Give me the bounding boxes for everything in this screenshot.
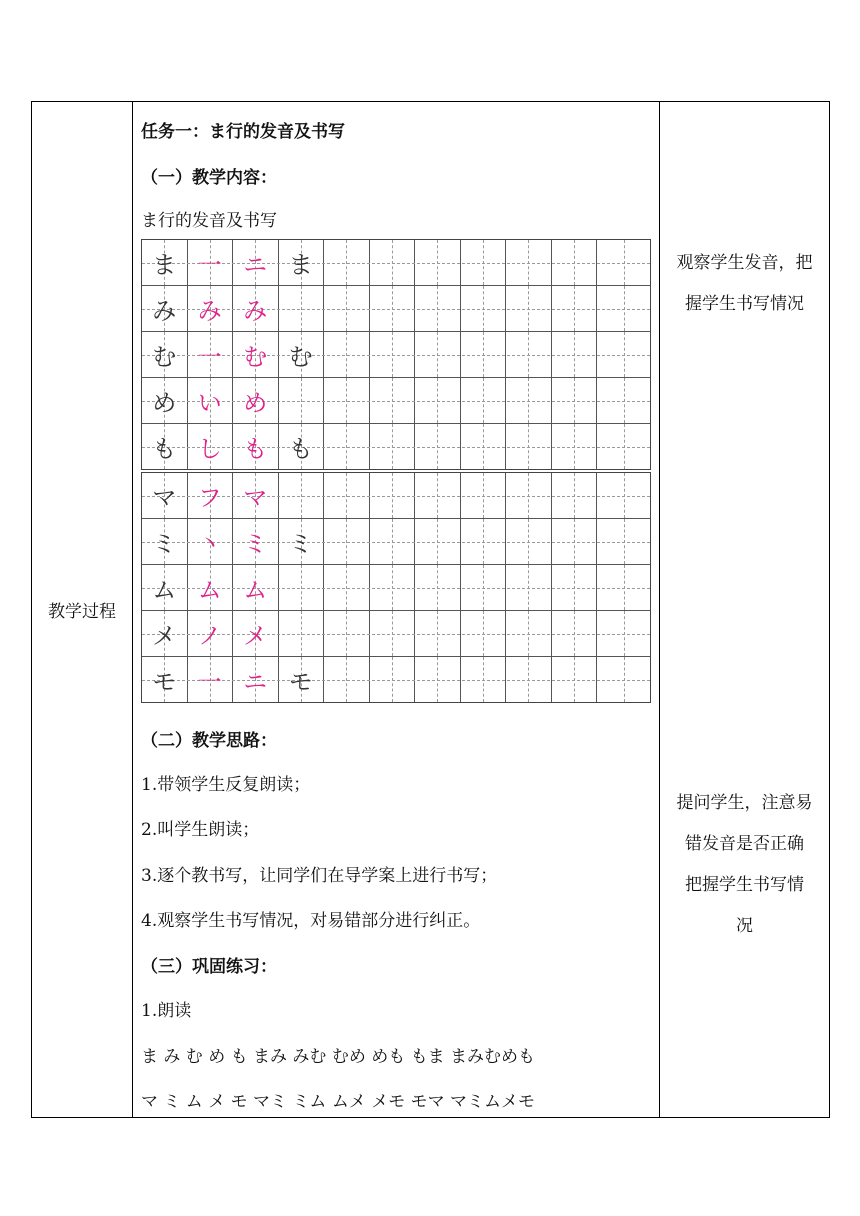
- katakana-grid-cell: [233, 519, 279, 564]
- hiragana-kana-glyph: む: [288, 343, 313, 371]
- hiragana-kana-glyph: 一: [197, 251, 222, 279]
- katakana-grid-cell: [597, 565, 650, 610]
- hiragana-grid-cell: [597, 332, 650, 377]
- katakana-grid-cell: [188, 473, 234, 518]
- hiragana-kana-glyph: ま: [152, 251, 177, 279]
- katakana-grid-cell: [506, 657, 552, 702]
- hiragana-grid-row: [142, 286, 650, 332]
- hiragana-grid-cell: [370, 332, 416, 377]
- hiragana-grid-cell: [142, 240, 188, 285]
- hiragana-grid-cell: [506, 424, 552, 469]
- hiragana-grid-cell: [324, 378, 370, 423]
- katakana-grid-cell: [233, 565, 279, 610]
- katakana-grid-cell: [506, 565, 552, 610]
- hiragana-grid-cell: [597, 378, 650, 423]
- katakana-grid-cell: [188, 657, 234, 702]
- katakana-grid-cell: [552, 565, 598, 610]
- katakana-grid-cell: [597, 519, 650, 564]
- hiragana-grid-cell: [461, 378, 507, 423]
- katakana-grid-cell: [324, 473, 370, 518]
- katakana-grid-cell: [279, 519, 325, 564]
- katakana-grid-cell: [370, 657, 416, 702]
- hiragana-grid-cell: [370, 286, 416, 331]
- hiragana-grid-cell: [142, 332, 188, 377]
- katakana-grid-cell: [506, 611, 552, 656]
- katakana-grid-cell: [461, 565, 507, 610]
- task-title: 任务一：ま行的发音及书写: [141, 122, 345, 142]
- hiragana-grid-cell: [461, 240, 507, 285]
- katakana-grid-cell: [324, 519, 370, 564]
- content-cell: [133, 102, 659, 1117]
- hiragana-kana-glyph: も: [152, 435, 177, 463]
- katakana-grid-cell: [552, 473, 598, 518]
- katakana-kana-glyph: ム: [243, 576, 268, 604]
- katakana-grid-cell: [552, 611, 598, 656]
- hiragana-grid-cell: [188, 332, 234, 377]
- hiragana-grid-cell: [415, 240, 461, 285]
- lesson-plan-table: [31, 101, 830, 1118]
- katakana-grid-cell: [279, 611, 325, 656]
- katakana-grid-cell: [142, 611, 188, 656]
- katakana-kana-glyph: 丶: [197, 530, 222, 558]
- katakana-grid-cell: [597, 611, 650, 656]
- katakana-grid-cell: [324, 657, 370, 702]
- note-line: 错发音是否正确: [685, 834, 804, 854]
- hiragana-kana-glyph: め: [152, 389, 177, 417]
- idea-item-3: 3.逐个教书写，让同学们在导学案上进行书写；: [141, 866, 498, 886]
- hiragana-grid-cell: [233, 424, 279, 469]
- hiragana-reading-line: ま み む め も まみ みむ むめ めも もま まみむめも: [141, 1047, 536, 1067]
- hiragana-grid-cell: [552, 240, 598, 285]
- hiragana-kana-glyph: し: [197, 435, 222, 463]
- hiragana-grid-cell: [552, 424, 598, 469]
- hiragana-grid-cell: [461, 332, 507, 377]
- notes-cell: [660, 102, 829, 1117]
- katakana-grid-cell: [461, 473, 507, 518]
- hiragana-grid-row: [142, 424, 650, 469]
- katakana-grid-cell: [233, 657, 279, 702]
- hiragana-kana-glyph: み: [152, 297, 177, 325]
- hiragana-grid-cell: [188, 240, 234, 285]
- katakana-kana-glyph: ム: [197, 576, 222, 604]
- hiragana-grid-cell: [506, 240, 552, 285]
- katakana-grid-cell: [142, 565, 188, 610]
- katakana-kana-glyph: メ: [243, 622, 268, 650]
- row-label: 教学过程: [48, 602, 116, 622]
- katakana-writing-grid: [141, 472, 651, 703]
- note-line: 提问学生，注意易: [676, 793, 813, 813]
- hiragana-grid-cell: [142, 424, 188, 469]
- katakana-grid-cell: [370, 565, 416, 610]
- hiragana-grid-cell: [370, 424, 416, 469]
- hiragana-kana-glyph: む: [152, 343, 177, 371]
- section2-heading: （二）教学思路：: [141, 731, 277, 751]
- hiragana-grid-cell: [415, 332, 461, 377]
- katakana-grid-cell: [506, 473, 552, 518]
- katakana-grid-cell: [370, 519, 416, 564]
- katakana-grid-cell: [370, 611, 416, 656]
- katakana-grid-row: [142, 657, 650, 702]
- katakana-grid-cell: [415, 519, 461, 564]
- hiragana-kana-glyph: ま: [288, 251, 313, 279]
- hiragana-grid-cell: [279, 378, 325, 423]
- note-line: 把握学生书写情: [685, 875, 804, 895]
- katakana-grid-cell: [188, 565, 234, 610]
- katakana-grid-cell: [142, 519, 188, 564]
- katakana-grid-cell: [279, 565, 325, 610]
- hiragana-grid-row: [142, 332, 650, 378]
- hiragana-grid-cell: [279, 332, 325, 377]
- katakana-grid-cell: [552, 657, 598, 702]
- hiragana-kana-glyph: も: [288, 435, 313, 463]
- hiragana-grid-cell: [279, 286, 325, 331]
- katakana-grid-cell: [597, 473, 650, 518]
- section1-subtitle: ま行的发音及书写: [141, 211, 277, 231]
- hiragana-grid-cell: [597, 240, 650, 285]
- katakana-grid-cell: [415, 657, 461, 702]
- katakana-grid-cell: [415, 473, 461, 518]
- hiragana-grid-cell: [233, 332, 279, 377]
- katakana-grid-cell: [461, 657, 507, 702]
- hiragana-grid-cell: [415, 378, 461, 423]
- katakana-reading-line: マ ミ ム メ モ マミ ミム ムメ メモ モマ マミムメモ: [141, 1092, 536, 1112]
- katakana-grid-cell: [279, 473, 325, 518]
- hiragana-grid-cell: [188, 286, 234, 331]
- katakana-grid-cell: [597, 657, 650, 702]
- hiragana-kana-glyph: み: [243, 297, 268, 325]
- hiragana-grid-cell: [188, 378, 234, 423]
- hiragana-grid-cell: [506, 378, 552, 423]
- hiragana-kana-glyph: ニ: [243, 251, 268, 279]
- hiragana-grid-cell: [279, 240, 325, 285]
- hiragana-grid-cell: [142, 378, 188, 423]
- katakana-grid-cell: [324, 565, 370, 610]
- note-line: 观察学生发音，把: [676, 253, 813, 273]
- katakana-grid-cell: [415, 611, 461, 656]
- hiragana-grid-cell: [233, 378, 279, 423]
- katakana-kana-glyph: ノ: [197, 622, 222, 650]
- hiragana-grid-cell: [324, 286, 370, 331]
- katakana-kana-glyph: モ: [152, 668, 177, 696]
- katakana-grid-cell: [233, 473, 279, 518]
- katakana-kana-glyph: ミ: [243, 530, 268, 558]
- note-ask-students: [660, 783, 829, 947]
- hiragana-grid-cell: [370, 240, 416, 285]
- note-line: 握学生书写情况: [685, 294, 804, 314]
- idea-item-1: 1.带领学生反复朗读；: [141, 775, 311, 795]
- note-line: 况: [736, 916, 753, 936]
- hiragana-grid-cell: [415, 424, 461, 469]
- hiragana-kana-glyph: む: [243, 343, 268, 371]
- hiragana-grid-row: [142, 240, 650, 286]
- hiragana-grid-cell: [233, 286, 279, 331]
- hiragana-kana-glyph: 一: [197, 343, 222, 371]
- hiragana-grid-cell: [597, 424, 650, 469]
- hiragana-grid-cell: [552, 332, 598, 377]
- katakana-grid-cell: [188, 611, 234, 656]
- hiragana-kana-glyph: め: [243, 389, 268, 417]
- hiragana-grid-cell: [324, 332, 370, 377]
- hiragana-grid-cell: [324, 240, 370, 285]
- hiragana-grid-cell: [415, 286, 461, 331]
- katakana-kana-glyph: ム: [152, 576, 177, 604]
- katakana-grid-cell: [324, 611, 370, 656]
- katakana-grid-cell: [188, 519, 234, 564]
- idea-item-4: 4.观察学生书写情况，对易错部分进行纠正。: [141, 911, 481, 931]
- katakana-grid-cell: [279, 657, 325, 702]
- hiragana-grid-cell: [597, 286, 650, 331]
- hiragana-grid-cell: [461, 424, 507, 469]
- hiragana-grid-cell: [188, 424, 234, 469]
- hiragana-kana-glyph: も: [243, 435, 268, 463]
- katakana-grid-cell: [506, 519, 552, 564]
- katakana-kana-glyph: マ: [152, 484, 177, 512]
- hiragana-kana-glyph: い: [197, 389, 222, 417]
- katakana-grid-row: [142, 473, 650, 519]
- hiragana-grid-cell: [279, 424, 325, 469]
- katakana-kana-glyph: マ: [243, 484, 268, 512]
- hiragana-grid-cell: [552, 286, 598, 331]
- hiragana-grid-cell: [324, 424, 370, 469]
- hiragana-grid-cell: [552, 378, 598, 423]
- katakana-grid-cell: [461, 519, 507, 564]
- hiragana-grid-row: [142, 378, 650, 424]
- katakana-grid-cell: [142, 657, 188, 702]
- note-observe-pronunciation: [660, 243, 829, 325]
- katakana-kana-glyph: ミ: [288, 530, 313, 558]
- practice-item-1: 1.朗读: [141, 1001, 192, 1021]
- hiragana-kana-glyph: み: [197, 297, 222, 325]
- hiragana-writing-grid: [141, 239, 651, 470]
- katakana-grid-cell: [233, 611, 279, 656]
- katakana-kana-glyph: モ: [288, 668, 313, 696]
- katakana-grid-cell: [142, 473, 188, 518]
- katakana-grid-cell: [415, 565, 461, 610]
- katakana-grid-row: [142, 611, 650, 657]
- hiragana-grid-cell: [506, 332, 552, 377]
- hiragana-grid-cell: [461, 286, 507, 331]
- katakana-kana-glyph: ミ: [152, 530, 177, 558]
- hiragana-grid-cell: [506, 286, 552, 331]
- katakana-kana-glyph: メ: [152, 622, 177, 650]
- katakana-grid-cell: [552, 519, 598, 564]
- katakana-grid-row: [142, 519, 650, 565]
- section1-heading: （一）教学内容：: [141, 168, 277, 188]
- section3-heading: （三）巩固练习：: [141, 957, 277, 977]
- hiragana-grid-cell: [370, 378, 416, 423]
- idea-item-2: 2.叫学生朗读；: [141, 820, 260, 840]
- katakana-kana-glyph: フ: [197, 484, 222, 512]
- katakana-kana-glyph: ニ: [243, 668, 268, 696]
- katakana-kana-glyph: 一: [197, 668, 222, 696]
- katakana-grid-cell: [461, 611, 507, 656]
- katakana-grid-cell: [370, 473, 416, 518]
- row-label-cell: [32, 102, 132, 1117]
- katakana-grid-row: [142, 565, 650, 611]
- hiragana-grid-cell: [142, 286, 188, 331]
- hiragana-grid-cell: [233, 240, 279, 285]
